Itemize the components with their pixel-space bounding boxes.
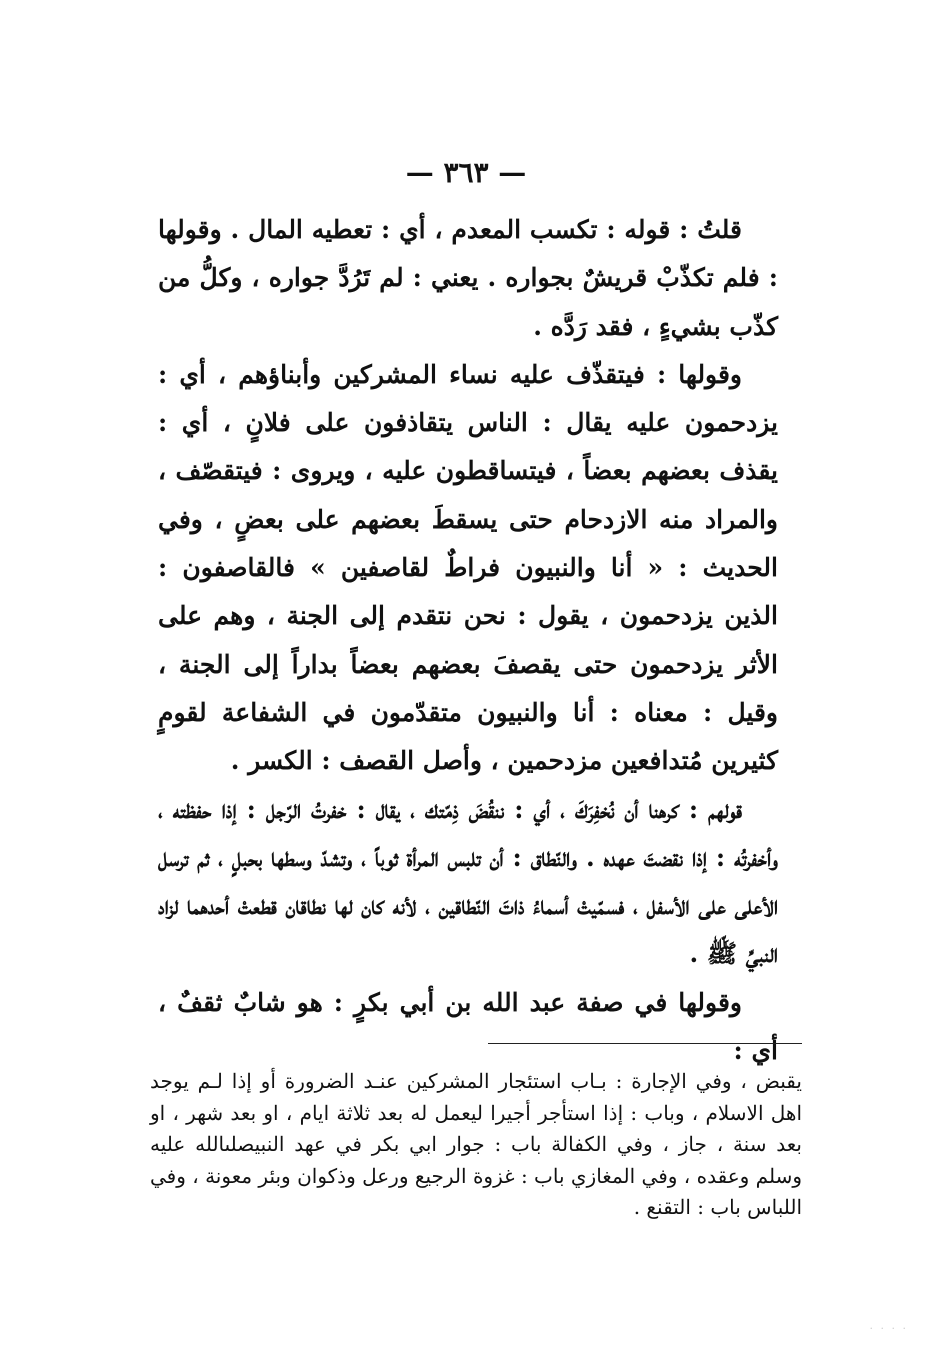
- footnote-divider: [488, 1043, 802, 1044]
- paragraph-2: وقولها : فيتقذّف عليه نساء المشركين وأبناؤهم ، أي : يزدحمون عليه يقال : الناس يتقاذفون على فلانٍ ، أي : يقذف بعضهم بعضاً ، فيتساقطون عليه ، ويروى : فيتقصّف ، والمراد منه الازدحام حتى يسقطَ بعضهم على بعضٍ ، وفي الحديث : « أنا والنبيون فراطٌ لقاصفين » فالقاصفون : الذين يزدحمون ، يقول : نحن نتقدم إلى الجنة ، وهم على الأثر يزدحمون حتى يقصفَ بعضهم بعضاً بداراً إلى الجنة ، وقيل : معناه : أنا والنبيون متقدّمون في الشفاعة لقومٍ كثيرين مُتدافعين مزدحمين ، وأصل القصف : الكسر .: [158, 359, 779, 776]
- paragraph-1: قلتُ : قوله : تكسب المعدم ، أي : تعطيه المال . وقولها : فلم تكذّبْ قريشٌ بجواره . يعني : لم تَرُدَّ جواره ، وكلُّ من كذّب بشيءٍ ، فقد رَدَّه .: [158, 215, 778, 341]
- main-text: [158, 206, 778, 1075]
- footnotes: [150, 1066, 802, 1224]
- footnote-text: يقبض ، وفي الإجارة : بـاب استئجار المشركين عنـد الضرورة أو إذا لـم يوجد اهل الاسلام ، وباب : إذا استأجر أجيرا ليعمل له بعد ثلاثة ايام ، او بعد شهر ، او بعد سنة ، جاز ، وفي الكفالة باب : جوار ابي بكر في عهد النبيصلىالله عليه وسلم وعقده ، وفي المغازي باب : غزوة الرجيع ورعل وذكوان وبئر معونة ، وفي اللباس باب : التقنع .: [150, 1069, 802, 1220]
- scan-corner-mark: · · · ·: [869, 1322, 908, 1335]
- paragraph-4: وقولها في صفة عبد الله بن أبي بكرٍ : هو شابٌ ثقفٌ ، أي :: [158, 987, 778, 1066]
- paragraph-3: قولهم : كرهنا أن نُخفِرَكَ ، أي : ننقُضَ ذِمّتك ، يقال : خفرتُ الرّجل : إذا حفظته ، وأخفرتُه : إذا نقضتَ عهده . والنّطاق : أن تلبس المرأة ثوباً ، وتشدّ وسطها بحبلٍ ، ثم ترسل الأعلى على الأسفل ، فسمّيتْ أسماءُ ذاتَ النّطاقين ، لأنه كان لها نطاقان قطعتْ أحدهما لزاد النبيِّ ﷺ .: [158, 794, 778, 969]
- page-number: — ٣٦٣ —: [405, 156, 527, 189]
